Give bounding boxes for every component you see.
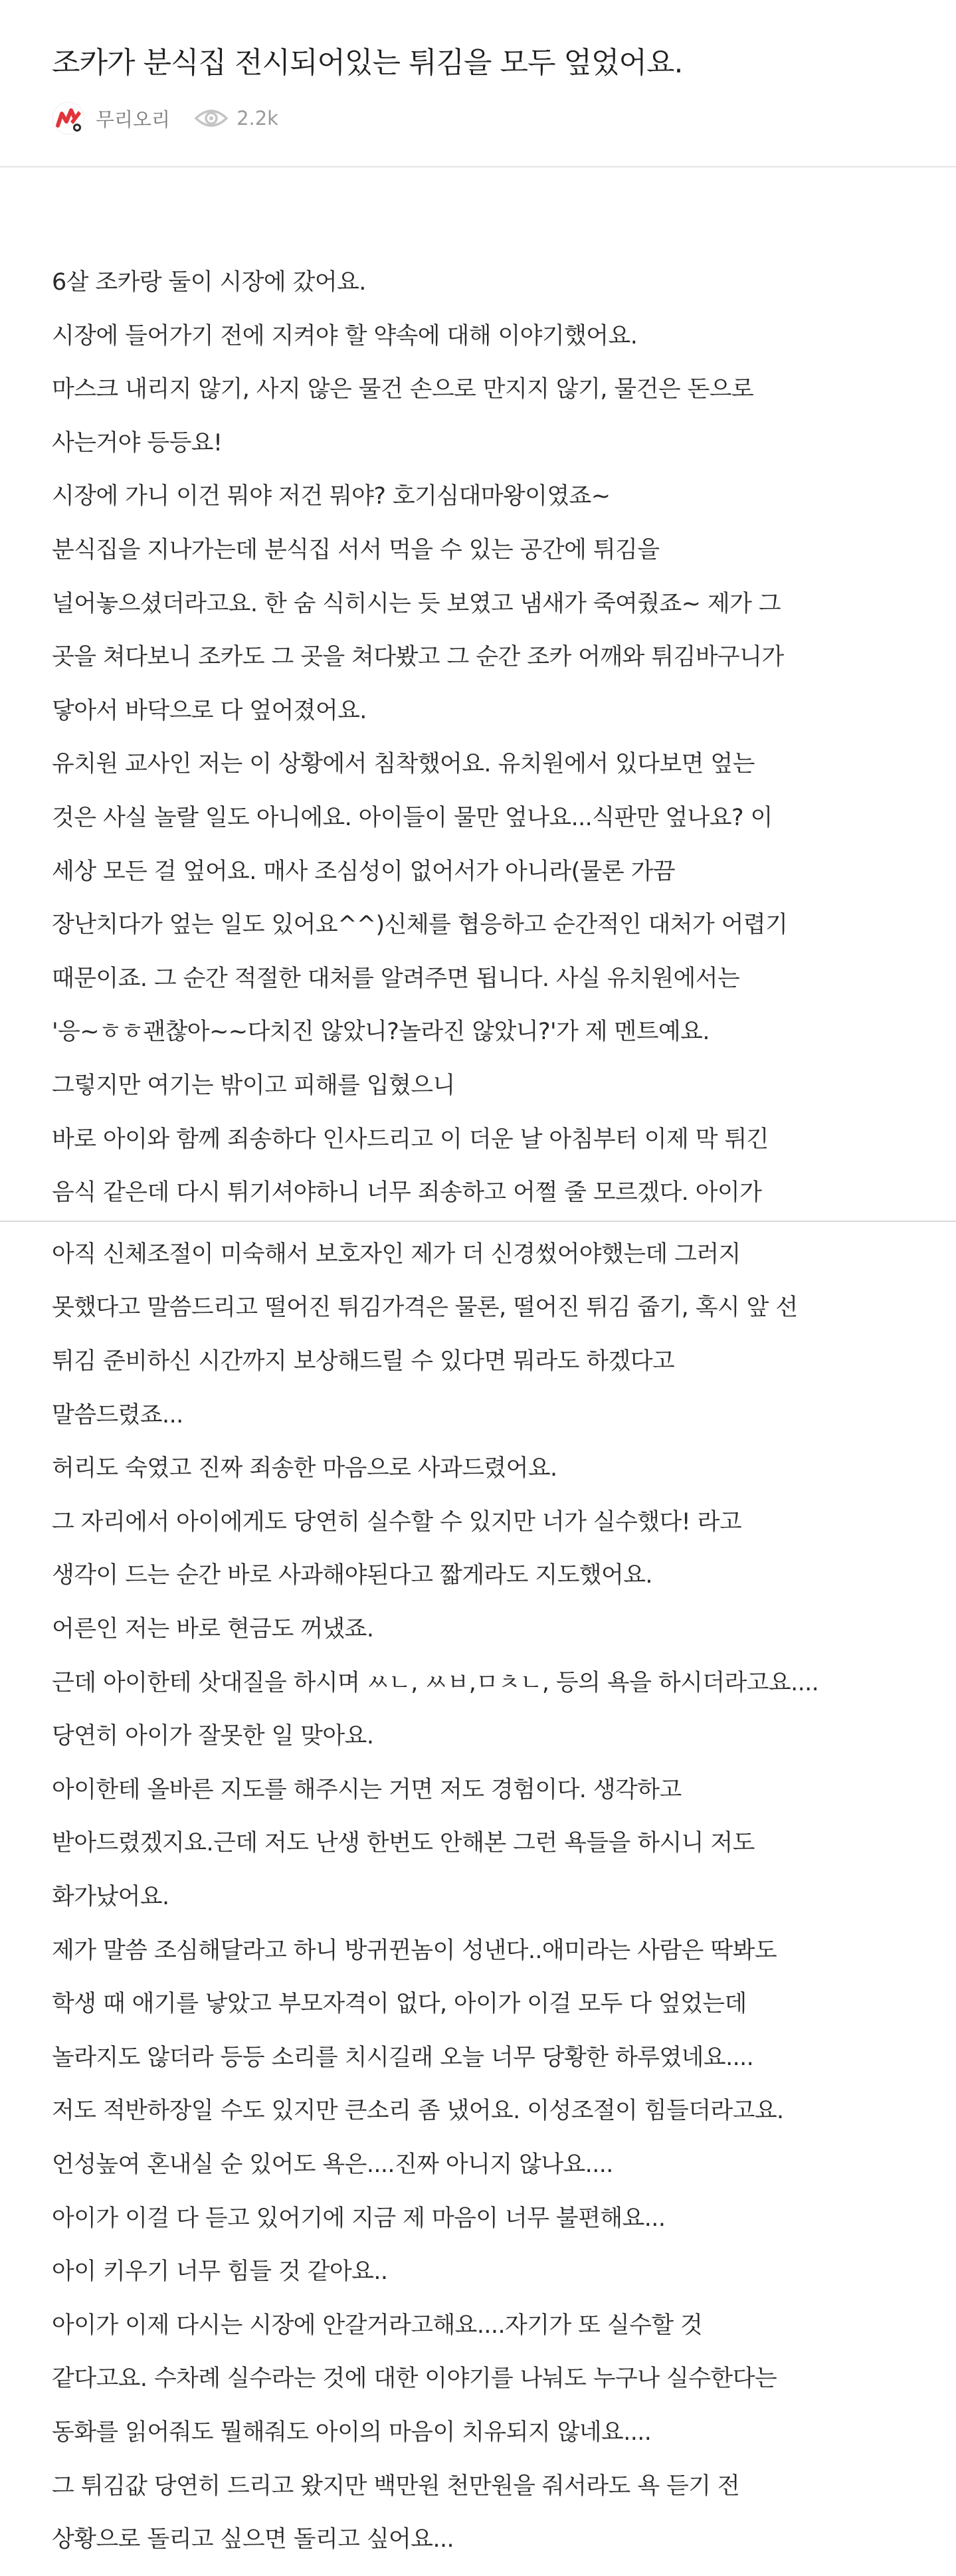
body-line: 학생 때 애기를 낳았고 부모자격이 없다, 아이가 이걸 모두 다 엎었는데 (52, 1991, 747, 2017)
page-seam-divider (0, 1221, 956, 1222)
body-line: 상황으로 돌리고 싶으면 돌리고 싶어요... (52, 2526, 454, 2553)
body-line: 사는거야 등등요! (52, 430, 223, 456)
body-line: 아이한테 올바른 지도를 해주시는 거면 저도 경험이다. 생각하고 (52, 1777, 682, 1803)
view-counter (194, 105, 278, 132)
post-title: 조카가 분식집 전시되어있는 튀김을 모두 엎었어요. (52, 46, 683, 80)
body-line: 시장에 들어가기 전에 지켜야 할 약속에 대해 이야기했어요. (52, 323, 638, 349)
post-body (0, 167, 956, 2576)
body-line: 화가났어요. (52, 1884, 169, 1910)
body-line: 아직 신체조절이 미숙해서 보호자인 제가 더 신경썼어야했는데 그러지 (52, 1241, 741, 1268)
body-line: 장난치다가 엎는 일도 있어요^^)신체를 협응하고 순간적인 대처가 어렵기 (52, 912, 788, 938)
brush-logo-icon[interactable] (52, 102, 85, 135)
body-line: 그 튀김값 당연히 드리고 왔지만 백만원 천만원을 줘서라도 욕 듣기 전 (52, 2473, 740, 2500)
body-line: 유치원 교사인 저는 이 상황에서 침착했어요. 유치원에서 있다보면 엎는 (52, 751, 755, 777)
body-line: '응~ㅎㅎ괜찮아~~다치진 않았니?놀라진 않았니?'가 제 멘트예요. (52, 1019, 710, 1045)
body-line: 아이 키우기 너무 힘들 것 같아요.. (52, 2258, 388, 2285)
body-line: 닿아서 바닥으로 다 엎어졌어요. (52, 698, 367, 724)
body-line: 같다고요. 수차례 실수라는 것에 대한 이야기를 나눠도 누구나 실수한다는 (52, 2365, 777, 2392)
body-line: 근데 아이한테 삿대질을 하시며 ㅆㄴ, ㅆㅂ,ㅁㅊㄴ, 등의 욕을 하시더라고요.... (52, 1670, 819, 1696)
body-line: 것은 사실 놀랄 일도 아니에요. 아이들이 물만 엎나요...식판만 엎나요? 이 (52, 805, 773, 831)
body-line: 받아드렸겠지요.근데 저도 난생 한번도 안해본 그런 욕들을 하시니 저도 (52, 1830, 755, 1856)
body-line: 아이가 이걸 다 듣고 있어기에 지금 제 마음이 너무 불편해요... (52, 2205, 666, 2232)
body-line: 언성높여 혼내실 순 있어도 욕은....진짜 아니지 않나요.... (52, 2151, 613, 2178)
body-line: 6살 조카랑 둘이 시장에 갔어요. (52, 269, 366, 296)
body-line: 어른인 저는 바로 현금도 꺼냈죠. (52, 1616, 374, 1642)
eye-icon (194, 105, 229, 132)
body-line: 당연히 아이가 잘못한 일 맞아요. (52, 1723, 374, 1749)
body-line: 못했다고 말씀드리고 떨어진 튀김가격은 물론, 떨어진 튀김 줍기, 혹시 앞 선 (52, 1294, 798, 1321)
body-line: 아이가 이제 다시는 시장에 안갈거라고해요....자기가 또 실수할 것 (52, 2312, 703, 2339)
body-line: 때문이죠. 그 순간 적절한 대처를 알려주면 됩니다. 사실 유치원에서는 (52, 965, 740, 992)
body-line: 그 자리에서 아이에게도 당연히 실수할 수 있지만 너가 실수했다! 라고 (52, 1509, 742, 1536)
body-line: 분식집을 지나가는데 분식집 서서 먹을 수 있는 공간에 튀김을 (52, 537, 660, 563)
body-line: 시장에 가니 이건 뭐야 저건 뭐야? 호기심대마왕이였죠~ (52, 483, 611, 510)
body-line: 널어놓으셨더라고요. 한 숨 식히시는 듯 보였고 냄새가 죽여줬죠~ 제가 그 (52, 591, 781, 617)
body-line: 생각이 드는 순간 바로 사과해야된다고 짧게라도 지도했어요. (52, 1562, 652, 1589)
body-line: 놀라지도 않더라 등등 소리를 치시길래 오늘 너무 당황한 하루였네요.... (52, 2044, 754, 2071)
body-line: 저도 적반하장일 수도 있지만 큰소리 좀 냈어요. 이성조절이 힘들더라고요. (52, 2098, 784, 2124)
author-name[interactable]: 무리오리 (96, 108, 171, 131)
post-header (0, 0, 956, 159)
body-line: 말씀드렸죠... (52, 1402, 183, 1429)
view-count: 2.2k (237, 107, 278, 130)
body-line: 곳을 쳐다보니 조카도 그 곳을 쳐다봤고 그 순간 조카 어깨와 튀김바구니가 (52, 644, 784, 670)
body-line: 허리도 숙였고 진짜 죄송한 마음으로 사과드렸어요. (52, 1455, 557, 1482)
body-line: 세상 모든 걸 엎어요. 매사 조심성이 없어서가 아니라(물론 가끔 (52, 858, 676, 885)
body-line: 제가 말씀 조심해달라고 하니 방귀뀐놈이 성낸다..애미라는 사람은 딱봐도 (52, 1937, 777, 1964)
body-line: 튀김 준비하신 시간까지 보상해드릴 수 있다면 뭐라도 하겠다고 (52, 1348, 675, 1375)
body-line: 음식 같은데 다시 튀기셔야하니 너무 죄송하고 어쩔 줄 모르겠다. 아이가 (52, 1179, 762, 1206)
body-line: 동화를 읽어줘도 뭘해줘도 아이의 마음이 치유되지 않네요.... (52, 2419, 652, 2446)
body-line: 바로 아이와 함께 죄송하다 인사드리고 이 더운 날 아침부터 이제 막 튀긴 (52, 1126, 769, 1153)
post-meta (52, 100, 278, 137)
body-line: 그렇지만 여기는 밖이고 피해를 입혔으니 (52, 1072, 455, 1099)
body-line: 마스크 내리지 않기, 사지 않은 물건 손으로 만지지 않기, 물건은 돈으로 (52, 376, 754, 403)
